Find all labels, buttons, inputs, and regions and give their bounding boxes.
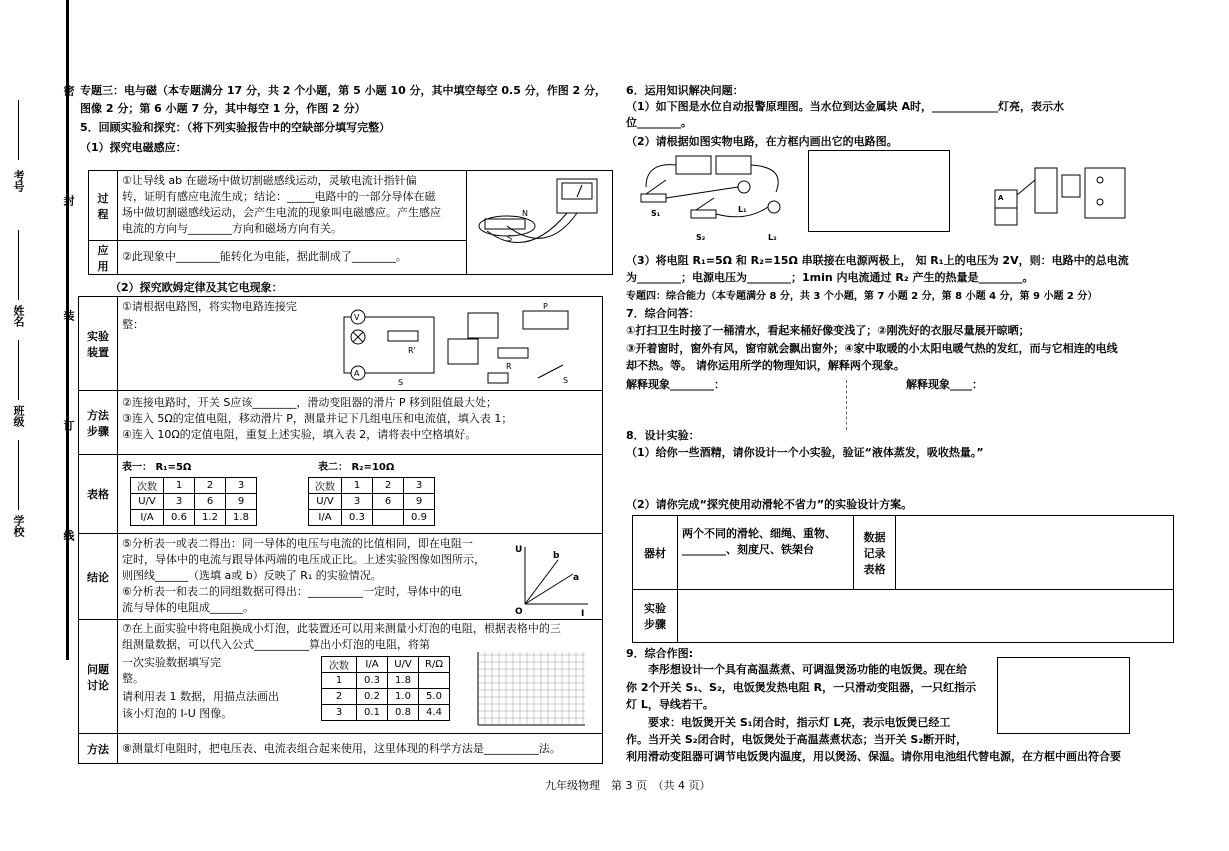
seal-char: 封 <box>62 195 75 206</box>
data-table-2: 次数 1 2 3 U/V 3 6 9 I/A 0.3 0.9 <box>308 477 435 526</box>
answer-box-rice-cooker[interactable] <box>997 657 1130 734</box>
divider <box>846 380 847 430</box>
svg-text:L₂: L₂ <box>768 233 777 242</box>
seal-char: 订 <box>62 420 75 431</box>
q8-2: （2）请你完成“探究使用动滑轮不省力”的实验设计方案。 <box>626 498 913 511</box>
label-name: 姓名 <box>12 305 25 327</box>
svg-text:P: P <box>543 303 548 311</box>
ohm-r1-content: ①请根据电路图，将实物电路连接完 整： V A S R' P R S <box>117 296 603 391</box>
blank-line <box>18 440 19 510</box>
q6-1b: 位________。 <box>626 116 692 129</box>
q9-a: 李彤想设计一个具有高温蒸煮、可调温煲汤功能的电饭煲。现在给 <box>648 663 967 676</box>
label-class: 班级 <box>12 405 25 427</box>
seal-char: 密 <box>62 85 75 96</box>
svg-text:S₂: S₂ <box>696 233 706 242</box>
design-steps-answer[interactable] <box>677 589 1174 643</box>
ohm-r3-content <box>117 454 603 534</box>
page-footer: 九年级物理 第 3 页 （共 4 页） <box>545 779 711 792</box>
blank-line <box>18 340 19 400</box>
seal-char: 装 <box>62 310 75 321</box>
svg-text:A: A <box>998 194 1004 202</box>
answer-box-circuit[interactable] <box>808 150 950 232</box>
em-row2-label: 应用 <box>88 240 118 275</box>
design-equipment-label: 器材 <box>632 515 678 590</box>
water-level-alarm-diagram <box>990 160 1130 230</box>
q6-2: （2）请根据如图实物电路，在方框内画出它的电路图。 <box>626 135 898 148</box>
q5-2-title: （2）探究欧姆定律及其它电现象： <box>110 281 283 294</box>
lamp-data-table: 次数 I/A U/V R/Ω 1 0.3 1.8 2 0.2 1.0 5.0 3 0.1 0.8 4.4 <box>321 656 450 721</box>
q6-title: 6．运用知识解决问题： <box>626 84 744 97</box>
svg-text:S: S <box>563 376 569 385</box>
voltmeter-symbol: V <box>354 313 360 322</box>
q9-b: 你 2个开关 S₁、S₂，电饭煲发热电阻 R，一只滑动变阻器，一只红指示 <box>626 681 977 694</box>
svg-text:S: S <box>507 234 513 243</box>
table1-title: 表一： R₁=5Ω <box>122 462 192 473</box>
em-row1-label: 过程 <box>88 170 118 241</box>
ohm-r6-label: 方法 <box>78 733 118 764</box>
em-row1-text: ①让导线 ab 在磁场中做切割磁感线运动，灵敏电流计指针偏 转，证明有感应电流生成；结论：_____电路中的一部分导体在磁 场中做切割磁感线运动，会产生电流的现象叫电磁感应。产生感应 电流的方向与________方向和磁场方向有关。 <box>117 170 467 241</box>
ohm-r4-label: 结论 <box>78 533 118 620</box>
physical-circuit-diagram <box>636 152 796 244</box>
svg-text:U: U <box>515 545 523 555</box>
binding-line <box>66 0 69 660</box>
ohm-r5-content: ⑦在上面实验中将电阻换成小灯泡，此装置还可以用来测量小灯泡的电阻，根据表格中的三 组测量数据，可以代入公式__________算出小灯泡的电阻，将第 一次实验数据填写完 整。 请利用表 1 数据，用描点法画出 该小灯泡的 I-U 图像。 次数 I/A U/V R/Ω 1 0.3 1.8 2 0.2 1.0 5.0 3 0.1 0.8 4.4 <box>117 619 603 734</box>
q9-f: 利用滑动变阻器可调节电饭煲内温度，用以煲汤、保温。请你用电池组代替电源，在方框中画出符合要 <box>626 750 1121 763</box>
q9-title: 9．综合作图: <box>626 647 694 660</box>
svg-text:R': R' <box>408 346 416 355</box>
ohm-r3-label: 表格 <box>78 454 118 534</box>
blank-cell <box>373 510 404 526</box>
q7-b: ③开着窗时，窗外有风，窗帘就会飘出窗外；④家中取暖的小太阳电暖气热的发红，而与它相连的电线 <box>626 342 1118 355</box>
ohm-circuit-diagram <box>338 303 598 385</box>
ohm-r6-content: ⑧测量灯电阻时，把电压表、电流表组合起来使用，这里体现的科学方法是__________法。 <box>117 733 603 764</box>
data-table-1: 次数 1 2 3 U/V 3 6 9 I/A 0.6 1.2 1.8 <box>130 477 257 526</box>
svg-text:S: S <box>398 378 404 385</box>
label-school: 学校 <box>12 515 25 537</box>
design-equipment-text: 两个不同的滑轮、细绳、重物、________、刻度尺、铁架台 <box>677 515 854 590</box>
galvanometer-apparatus-diagram <box>467 171 612 274</box>
q5-title: 5．回顾实验和探究：（将下列实验报告中的空缺部分填写完整） <box>80 121 391 134</box>
design-steps-label: 实验步骤 <box>632 589 678 643</box>
ohm-r1-label: 实验装置 <box>78 296 118 391</box>
ohm-r5-label: 问题讨论 <box>78 619 118 734</box>
ohm-r2-content: ②连接电路时，开关 S应该________，滑动变阻器的滑片 P 移到阻值最大处； ③连入 5Ω的定值电阻，移动滑片 P，测量并记下几组电压和电流值，填入表 1； ④连入 10Ω的定值电阻，重复上述实验，填入表 2，请将表中空格填好。 <box>117 390 603 455</box>
q7-d: 解释现象________： <box>626 378 725 391</box>
q7-title: 7．综合问答： <box>626 307 700 320</box>
ohm-r4-content: ⑤分析表一或表二得出：同一导体的电压与电流的比值相同，即在电阻一 定时，导体中的电流与跟导体两端的电压成正比。上述实验图像如图所示， 则图线______（选填 a或 b）反映了 R₁ 的实验情况。 ⑥分析表一和表二的同组数据可得出：__________一定时，导体中的电 流与导体的电阻成______。 U I O b a <box>117 533 603 620</box>
q9-e: 作。当开关 S₂闭合时，电饭煲处于高温蒸煮状态；当开关 S₂断开时， <box>626 733 968 746</box>
em-row2-text: ②此现象中________能转化为电能，据此制成了________。 <box>117 240 467 275</box>
svg-text:S₁: S₁ <box>651 209 661 218</box>
svg-text:a: a <box>573 573 580 583</box>
topic3-heading-2: 图像 2 分；第 6 小题 7 分，其中每空 1 分，作图 2 分） <box>80 102 366 115</box>
q6-1a: （1）如下图是水位自动报警原理图。当水位到达金属块 A时，____________灯亮，表示水 <box>626 100 1064 113</box>
q7-e: 解释现象____： <box>906 378 983 391</box>
svg-text:O: O <box>515 607 523 617</box>
svg-text:N: N <box>522 209 528 218</box>
svg-text:L₁: L₁ <box>738 205 747 214</box>
q8-title: 8．设计实验： <box>626 429 700 442</box>
q9-c: 灯 L，导线若干。 <box>626 698 714 711</box>
q8-1: （1）给你一些酒精，请你设计一个小实验，验证“液体蒸发，吸收热量。” <box>626 446 984 459</box>
ui-graph <box>513 542 593 617</box>
design-table-answer[interactable] <box>895 515 1174 590</box>
svg-text:A: A <box>354 369 360 378</box>
table2-title: 表二： R₂=10Ω <box>318 462 395 473</box>
design-table-label: 数据记录表格 <box>853 515 896 590</box>
q7-c: 却不热。等。 请你运用所学的物理知识，解释两个现象。 <box>626 359 905 372</box>
topic4-heading: 专题四：综合能力（本专题满分 8 分，共 3 个小题，第 7 小题 2 分，第 8 小题 4 分，第 9 小题 2 分） <box>626 291 1098 302</box>
q6-3a: （3）将电阻 R₁=5Ω 和 R₂=15Ω 串联接在电源两极上， 知 R₁上的电压为 2V，则：电路中的总电流 <box>626 254 1129 267</box>
q7-a: ①打扫卫生时接了一桶清水，看起来桶好像变浅了；②刚洗好的衣服尽量展开晾晒； <box>626 324 1030 337</box>
blank-line <box>18 100 19 160</box>
q9-d: 要求：电饭煲开关 S₁闭合时，指示灯 L亮，表示电饭煲已经工 <box>648 716 951 729</box>
q6-3b: 为________；电源电压为________；1min 内电流通过 R₂ 产生的热量是________。 <box>626 271 1034 284</box>
blank-line <box>18 230 19 300</box>
topic3-heading: 专题三：电与磁（本专题满分 17 分，共 2 个小题，第 5 小题 10 分，其中填空每空 0.5 分，作图 2 分， <box>80 84 607 97</box>
ohm-r2-label: 方法步骤 <box>78 390 118 455</box>
em-figure <box>466 170 613 275</box>
seal-char: 线 <box>62 530 75 541</box>
svg-text:R: R <box>506 362 512 371</box>
graph-paper-grid <box>473 650 588 730</box>
svg-text:I: I <box>581 609 585 617</box>
label-exam-no: 考号 <box>12 170 25 192</box>
q5-1-title: （1）探究电磁感应： <box>80 141 187 154</box>
svg-text:b: b <box>553 551 560 561</box>
